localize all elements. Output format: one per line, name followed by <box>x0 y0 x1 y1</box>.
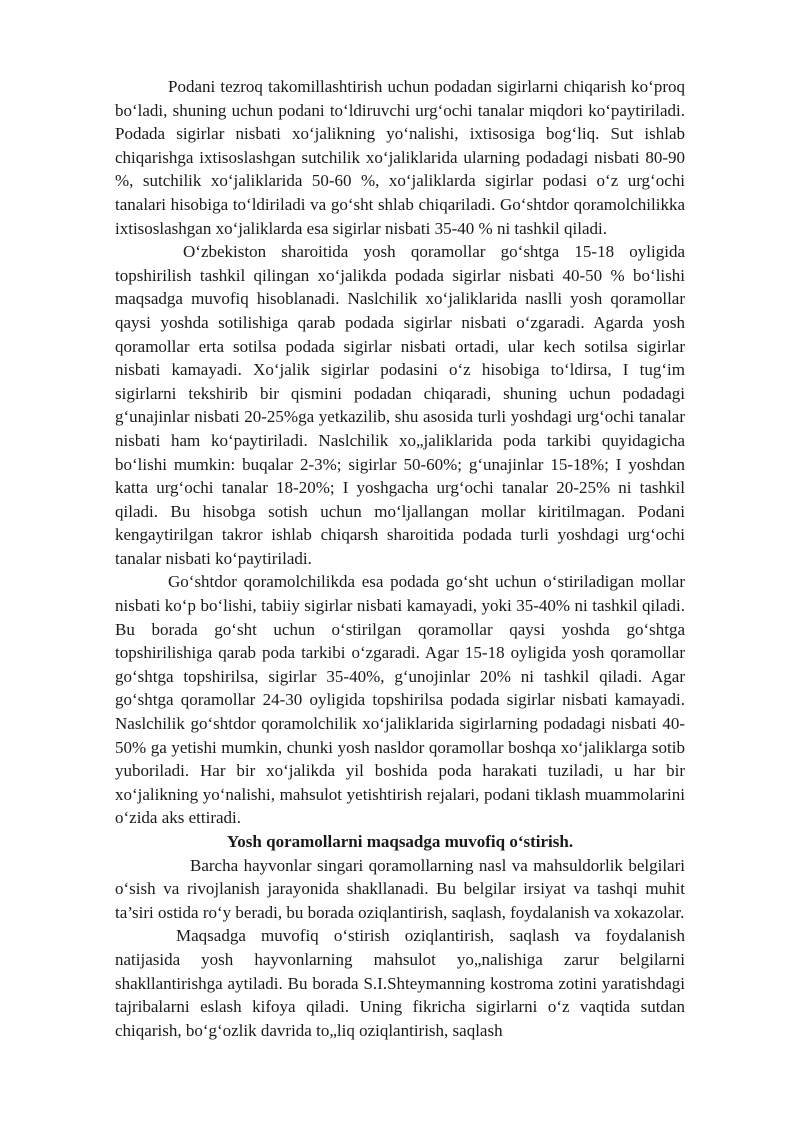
paragraph-uzbekistan-conditions: O‘zbekiston sharoitida yosh qoramollar go‘shtga 15-18 oyligida topshirilish tashkil qilingan xo‘jalikda podada sigirlar nisbati 40-50 % bo‘lishi maqsadga muvofiq hisoblanadi. Naslchilik xo‘jaliklarida naslli yosh qoramollar qaysi yoshda sotilishiga qarab podada sigirlar nisbati o‘zgaradi. Agarda yosh qoramollar erta sotilsa podada sigirlar nisbati ortadi, ular kech sotilsa sigirlar nisbati kamayadi. Xo‘jalik sigirlar podasini o‘z hisobiga to‘ldirsa, I tug‘im sigirlarni tekshirib bir qismini podadan chiqaradi, shuning uchun podadagi g‘unajinlar nisbati 20-25%ga yetkazilib, shu asosida turli yoshdagi urg‘ochi tanalar nisbati ham ko‘paytiriladi. Naslchilik xo„jaliklarida poda tarkibi quyidagicha bo‘lishi mumkin: buqalar 2-3%; sigirlar 50-60%; g‘unajinlar 15-18%; I yoshdan katta urg‘ochi tanalar 18-20%; I yoshgacha urg‘ochi tanalar 20-25% ni tashkil qiladi. Bu hisobga sotish uchun mo‘ljallangan mollar kiritilmagan. Podani kengaytirilgan takror ishlab chiqarsh sharoitida podada turli yoshdagi urg‘ochi tanalar nisbati ko‘paytiriladi. <box>115 242 685 568</box>
section-heading: Yosh qoramollarni maqsadga muvofiq o‘stirish. <box>226 832 574 851</box>
paragraph-purposeful-rearing: Maqsadga muvofiq o‘stirish oziqlantirish, saqlash va foydalanish natijasida yosh hayvonlarning mahsulot yo„nalishiga zarur belgilarni shakllantirishga aytiladi. Bu borada S.I.Shteymanning kostroma zotini yaratishdagi tajribalarni eslash kifoya qiladi. Uning fikricha sigirlarni o‘z vaqtida sutdan chiqarish, bo‘g‘ozlik davrida to„liq oziqlantirish, saqlash <box>115 926 685 1040</box>
paragraph-beef-cattle: Go‘shtdor qoramolchilikda esa podada go‘sht uchun o‘stiriladigan mollar nisbati ko‘p bo‘lishi, tabiiy sigirlar nisbati kamayadi, yoki 35-40% ni tashkil qiladi. Bu borada go‘sht uchun o‘stirilgan qoramollar qaysi yoshda go‘shtga topshirilishiga qarab poda tarkibi o‘zgaradi. Agar 15-18 oyligida yosh qoramollar go‘shtga topshirilsa, sigirlar 35-40%, g‘unojinlar 20% ni tashkil qiladi. Agar go‘shtga qoramollar 24-30 oyligida topshirilsa podada sigirlar nisbati kamayadi. Naslchilik go‘shtdor qoramolchilik xo‘jaliklarida sigirlarning podadagi nisbati 40-50% ga yetishi mumkin, chunki yosh nasldor qoramollar boshqa xo‘jaliklarga sotib yuboriladi. Har bir xo‘jalikda yil boshida poda harakati tuziladi, u har bir xo‘jalikning yo‘nalishi, mahsulot yetishtirish rejalari, podani tiklash muammolarini o‘zida aks ettiradi. <box>115 572 685 828</box>
paragraph-herd-renewal: Podani tezroq takomillashtirish uchun podadan sigirlarni chiqarish ko‘proq bo‘ladi, shuning uchun podani to‘ldiruvchi urg‘ochi tanalar miqdori ko‘paytiriladi. Podada sigirlar nisbati xo‘jalikning yo‘nalishi, ixtisosiga bog‘liq. Sut ishlab chiqarishga ixtisoslashgan sutchilik xo‘jaliklarida ularning podadagi nisbati 80-90 %, sutchilik xo‘jaliklarida 50-60 %, xo‘jaliklarda sigirlar podasi o‘z urg‘ochi tanalari hisobiga to‘ldiriladi va go‘sht shlab chiqariladi. Go‘shtdor qoramolchilikka ixtisoslashgan xo‘jaliklarda esa sigirlar nisbati 35-40 % ni tashkil qiladi. <box>115 77 685 238</box>
paragraph-traits-formation: Barcha hayvonlar singari qoramollarning nasl va mahsuldorlik belgilari o‘sish va rivojlanish jarayonida shakllanadi. Bu belgilar irsiyat va tashqi muhit ta’siri ostida ro‘y beradi, bu borada oziqlantirish, saqlash, foydalanish va xokazolar. <box>115 855 685 922</box>
document-page <box>115 75 685 1042</box>
